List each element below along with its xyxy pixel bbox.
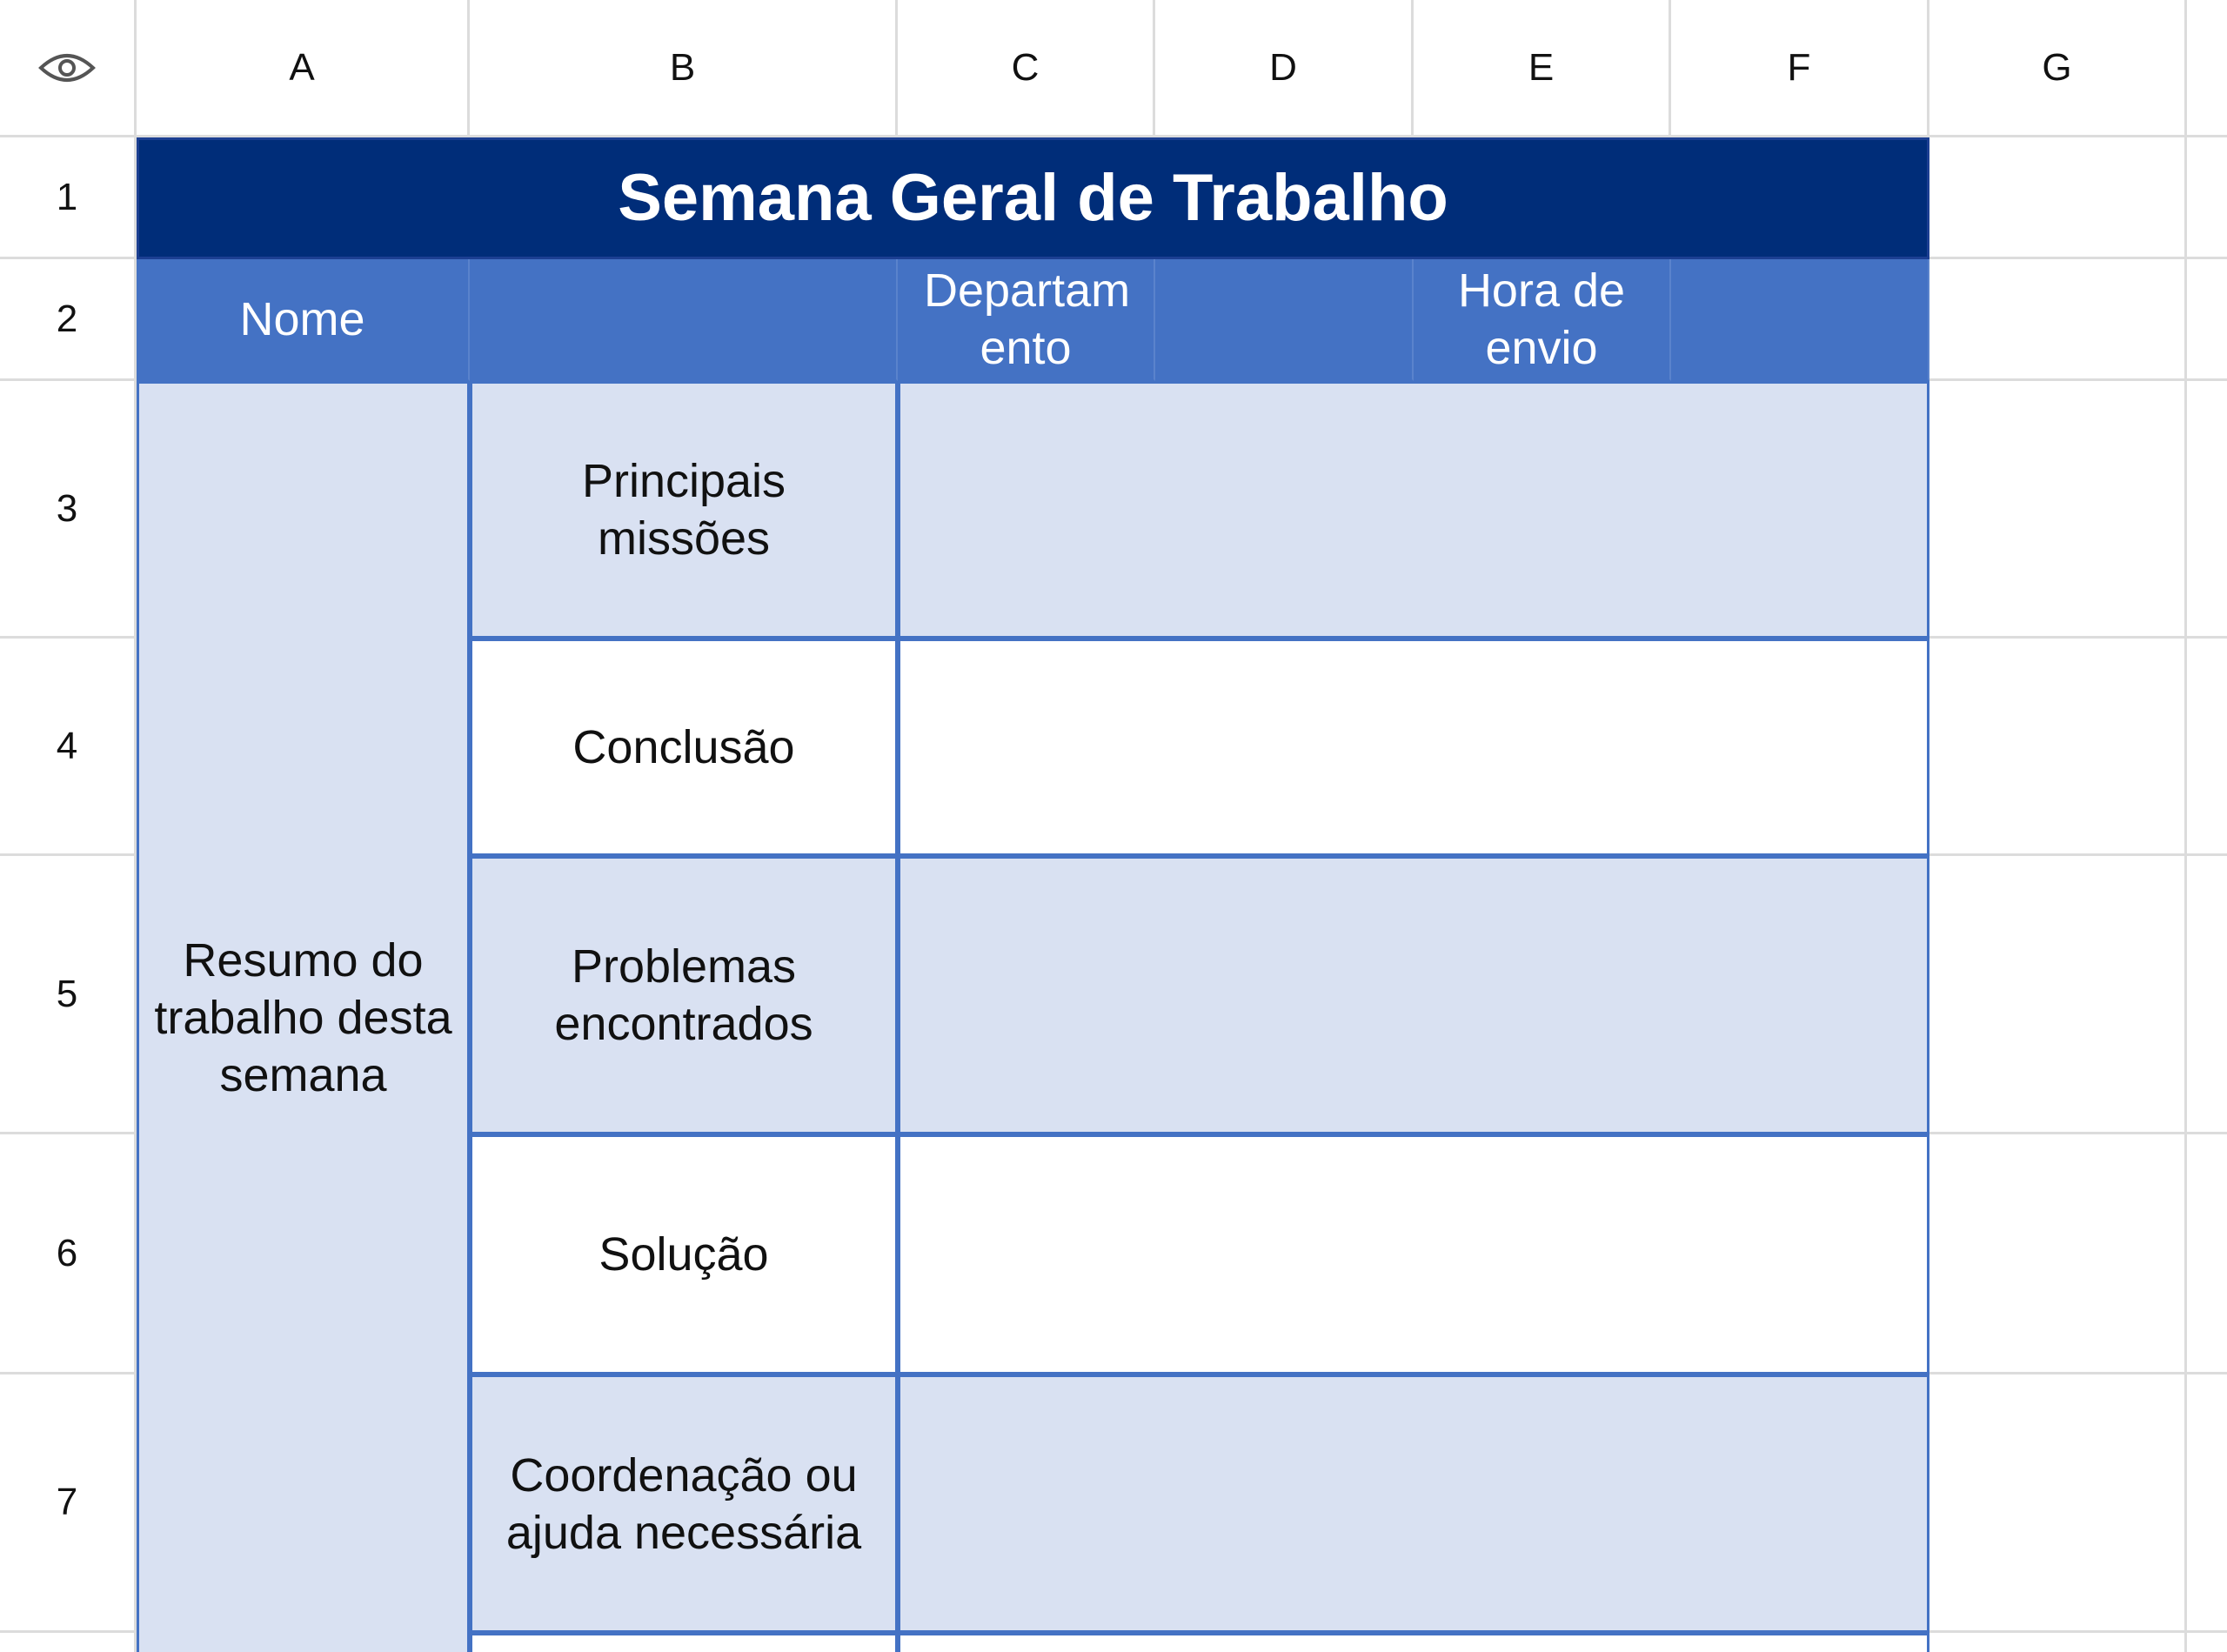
section-row8[interactable] [470,1633,898,1652]
content-row8[interactable] [898,1633,1929,1652]
cell-g5[interactable] [1929,856,2187,1134]
row-header-6[interactable]: 6 [0,1134,137,1374]
section-label: Coordenação ou ajuda necessária [505,1448,862,1559]
column-header-b[interactable]: B [470,0,898,137]
cell-g3[interactable] [1929,381,2187,639]
column-header-g[interactable]: G [1929,0,2187,137]
column-header-a[interactable]: A [137,0,470,137]
cell-h5[interactable] [2187,856,2227,1134]
corner-cell[interactable] [0,0,137,137]
column-header-blank[interactable] [2187,0,2227,137]
section-label: Solução [599,1228,769,1281]
section-label: Conclusão [572,721,795,773]
cell-g7[interactable] [1929,1374,2187,1633]
cell-g2[interactable] [1929,259,2187,381]
content-conclusao[interactable] [898,639,1929,856]
content-solucao[interactable] [898,1134,1929,1374]
header-nome[interactable]: Nome [137,259,470,381]
row-header-5[interactable]: 5 [0,856,137,1134]
column-header-e[interactable]: E [1414,0,1671,137]
content-problemas-encontrados[interactable] [898,856,1929,1134]
eye-icon[interactable] [38,50,96,85]
column-header-f[interactable]: F [1671,0,1929,137]
cell-h4[interactable] [2187,639,2227,856]
section-label: Principais missões [581,455,786,565]
cell-h7[interactable] [2187,1374,2227,1633]
cell-g1[interactable] [1929,137,2187,259]
row-header-3[interactable]: 3 [0,381,137,639]
title-cell[interactable]: Semana Geral de Trabalho [137,137,1929,259]
header-f2[interactable] [1671,259,1929,381]
row-header-7[interactable]: 7 [0,1374,137,1633]
header-d2[interactable] [1155,259,1414,381]
header-departamento-label: Departam ento [924,264,1131,374]
cell-h8[interactable] [2187,1633,2227,1652]
content-principais-missoes[interactable] [898,381,1929,639]
header-hora-envio[interactable] [1414,259,1671,381]
section-label: Problemas encontrados [554,940,813,1050]
cell-g4[interactable] [1929,639,2187,856]
row-header-4[interactable]: 4 [0,639,137,856]
section-conclusao[interactable] [470,639,898,856]
header-departamento[interactable] [898,259,1155,381]
section-principais-missoes[interactable] [470,381,898,639]
row-header-1[interactable]: 1 [0,137,137,259]
cell-h1[interactable] [2187,137,2227,259]
row-header-blank[interactable] [0,1633,137,1652]
cell-g8[interactable] [1929,1633,2187,1652]
header-hora-envio-label: Hora de envio [1457,264,1626,374]
section-coordenacao[interactable] [470,1374,898,1633]
content-coordenacao[interactable] [898,1374,1929,1633]
cell-h3[interactable] [2187,381,2227,639]
summary-label: Resumo do trabalho desta semana [154,934,452,1101]
header-b2[interactable] [470,259,898,381]
cell-h2[interactable] [2187,259,2227,381]
cell-g6[interactable] [1929,1134,2187,1374]
row-header-2[interactable]: 2 [0,259,137,381]
column-header-d[interactable]: D [1155,0,1414,137]
section-solucao[interactable] [470,1134,898,1374]
cell-h6[interactable] [2187,1134,2227,1374]
column-header-c[interactable]: C [898,0,1155,137]
section-problemas-encontrados[interactable] [470,856,898,1134]
summary-cell[interactable] [137,381,470,1652]
